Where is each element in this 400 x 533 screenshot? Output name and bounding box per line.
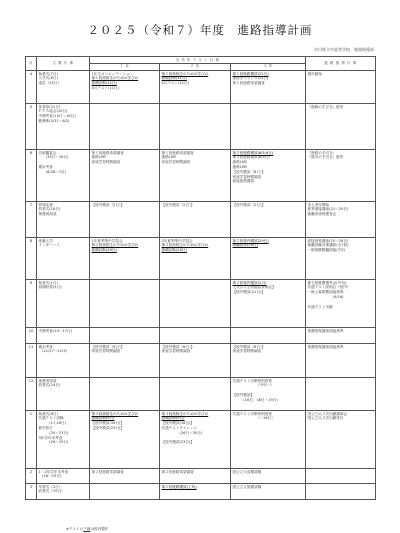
grade3-cell-line: 家庭学習時間調査	[232, 349, 262, 354]
guidance-cell-line: 一般公募推薦面接指導	[307, 290, 344, 295]
month-row	[26, 377, 376, 410]
header-month: 月	[26, 57, 37, 71]
guidance-cell	[306, 201, 376, 237]
grade3-cell-line: 家庭学習時間調査	[232, 174, 262, 179]
header-guidance: 進 路 指 導 行 事	[306, 57, 376, 71]
month-row	[26, 149, 376, 201]
school-event-cell-line: 勤務休(5/31～6/2)	[38, 118, 70, 123]
grade1-cell-line: 【校外模試（6日）】	[91, 344, 125, 349]
school-event-cell-line: 期末考査	[38, 164, 53, 169]
grade2-cell-line: 家庭学習時間調査	[161, 160, 191, 165]
school-event-cell	[37, 483, 90, 499]
plan-body	[26, 70, 376, 499]
grade1-cell-line: 基礎診断(29日)	[91, 248, 117, 253]
guidance-plan-table	[25, 56, 376, 500]
grade2-cell	[160, 343, 231, 377]
guidance-cell-line: 国公立大２次出願講演会	[307, 411, 348, 416]
grade2-cell-line: 共通テストチャレンジ	[161, 425, 198, 430]
school-name: 市川県立市高等学校 進路指導部	[314, 47, 374, 52]
grade2-cell-line: 【校外模試（2日）】	[161, 202, 195, 207]
grade1-cell	[90, 237, 160, 279]
school-event-cell-line: (26～29日)	[38, 440, 69, 445]
grade2-cell-line: 家庭学習時間調査	[161, 349, 191, 354]
grade3-cell	[231, 377, 306, 410]
grade3-cell-line: 第１回進路模試(22日)	[232, 71, 269, 76]
header-grade-2: ２ 年	[160, 63, 231, 70]
grade3-cell-line: 進路ガイダンス(22日)	[232, 76, 269, 81]
grade1-cell-line: 家庭学習時間調査	[91, 349, 121, 354]
guidance-cell-line: 共通テスト出願	[307, 304, 333, 309]
guidance-cell-line: 求人受付開始	[307, 202, 330, 207]
month-cell: 2	[26, 468, 37, 483]
month-row	[26, 237, 376, 279]
grade2-cell	[160, 279, 231, 327]
grade3-cell	[231, 237, 306, 279]
guidance-cell-line: 就職希望保護者会	[307, 212, 337, 217]
grade2-cell-line: 第１回進路模試(上旬)	[161, 484, 197, 489]
guidance-cell	[306, 149, 376, 201]
grade3-cell-line: 進路LHR	[232, 164, 247, 169]
grade2-cell	[160, 483, 231, 499]
school-event-cell-line: 3年学年末考査	[38, 435, 63, 440]
school-event-cell-line: 始業式(7日)	[38, 71, 58, 76]
guidance-cell	[306, 377, 376, 410]
grade1-cell-line: 基礎診断(11日)	[91, 81, 117, 86]
grade2-cell	[160, 468, 231, 483]
school-event-cell	[37, 103, 90, 149]
grade2-cell-line: 4月テスト(11日)	[161, 81, 189, 86]
grade3-cell	[231, 279, 306, 327]
grade2-cell	[160, 237, 231, 279]
school-event-cell	[37, 149, 90, 201]
school-event-cell-line: 保護者面談	[38, 212, 57, 217]
grade2-cell-line: (26日～30日)	[161, 430, 203, 435]
grade1-cell	[90, 149, 160, 201]
grade2-cell-line: 【校外模試(23日)】	[161, 440, 195, 445]
month-row	[26, 483, 376, 499]
header-grade-1: １ 年	[90, 63, 160, 70]
guidance-cell	[306, 70, 376, 103]
grade3-cell	[231, 327, 306, 343]
grade3-cell-line: 国公立大後期試験	[232, 484, 262, 489]
guidance-cell-line: 『進学の手引き』配布	[307, 155, 344, 160]
school-event-cell-line: 遠足（25日）	[38, 81, 62, 86]
grade1-cell	[90, 343, 160, 377]
grade3-cell-line: （中旬～）	[232, 383, 274, 388]
grade1-cell-line: 【校外模試(16日)】	[91, 421, 125, 426]
grade3-cell-line: （～16日）	[232, 416, 275, 421]
grade1-cell	[90, 327, 160, 343]
guidance-cell	[306, 483, 376, 499]
school-event-cell-line: ＰＴＡ総会(10日)	[38, 109, 68, 114]
school-event-cell-line: 終業式(18日)	[38, 207, 61, 212]
grade2-cell	[160, 377, 231, 410]
grade3-cell-line: 第３回進路模試(6/5日)	[232, 155, 270, 160]
grade3-cell	[231, 343, 306, 377]
school-event-cell-line: 卒業式（2日）	[38, 484, 63, 489]
grade1-cell-line: 4月テスト(11日)	[91, 85, 119, 90]
footnote-post: は校内製作	[90, 527, 109, 531]
school-event-cell	[37, 377, 90, 410]
school-event-cell-line: 保護者面談	[38, 378, 57, 383]
grade1-cell	[90, 377, 160, 410]
grade2-cell-line: 第２回進路希望調査	[161, 469, 194, 474]
grade3-cell	[231, 483, 306, 499]
school-event-cell-line: 始業式(1日)	[38, 280, 58, 285]
grade3-cell	[231, 149, 306, 201]
school-event-cell-line: (6/28～7/2)	[38, 169, 66, 174]
grade1-cell	[90, 468, 160, 483]
grade3-cell	[231, 201, 306, 237]
grade1-cell-line: 第２回進路希望調査	[91, 469, 124, 474]
grade2-cell-line: 第１回高校生のための学びの	[161, 71, 209, 76]
month-cell: 4	[26, 70, 37, 103]
school-event-cell	[37, 327, 90, 343]
grade2-cell-line: 進路LHR	[161, 155, 176, 160]
grade3-cell-line: 国公立大前期試験	[232, 469, 262, 474]
grade2-cell-line: 【校外模試（6日）】	[161, 344, 195, 349]
grade3-cell-line: (16日、18日～19日)	[232, 397, 278, 402]
grade3-cell-line: 第２回校内模試(2日)	[232, 280, 267, 285]
grade2-cell	[160, 327, 231, 343]
school-event-cell-line: 芸術鑑賞会	[38, 150, 57, 155]
guidance-cell	[306, 237, 376, 279]
school-event-cell-line: (18～25日)	[38, 474, 62, 479]
grade2-cell	[160, 103, 231, 149]
guidance-cell-line: 一般推薦模擬面接(7回)	[307, 248, 345, 253]
guidance-cell-line: 面接指導講座(25～28日)	[307, 238, 349, 243]
guidance-cell	[306, 327, 376, 343]
grade3-cell-line: 【校外模試】	[232, 392, 255, 397]
school-event-cell-line: (17,18日)	[38, 421, 66, 426]
grade1-cell-line: 第１回高校生のための学びの	[91, 76, 139, 81]
guidance-cell-line: 『進路の手引き』	[307, 150, 337, 155]
grade1-cell-line: 第１回進路希望調査	[91, 150, 124, 155]
school-event-cell-line: 中間考査(13日～16日)	[38, 114, 76, 119]
grade2-cell	[160, 70, 231, 103]
school-event-cell-line: (19日～16日)	[38, 155, 69, 160]
grade2-cell-line: 第２回高校生のための学びの	[161, 243, 209, 248]
grade3-cell-line: 第１回進路希望調査	[232, 81, 265, 86]
grade2-cell-line: 2年夏季集中学習会	[161, 238, 193, 243]
month-cell: 12	[26, 377, 37, 410]
guidance-cell	[306, 468, 376, 483]
school-event-cell-line: 前期終業(5日)	[38, 285, 62, 290]
grade3-cell-line: 進路LHR	[232, 160, 247, 165]
guidance-cell-line: 就職試験対策講座(全7回)	[307, 243, 349, 248]
grade2-cell-line: 【校外模試(16日)】	[161, 421, 195, 426]
grade2-cell	[160, 410, 231, 468]
grade1-cell	[90, 70, 160, 103]
header-grade-3: ３ 年	[231, 63, 306, 70]
footnote-underline-word: 下線	[83, 527, 91, 531]
grade3-cell-line: 【校外模試（2日）】	[232, 202, 266, 207]
grade2-cell-line: 第１回進路希望調査	[161, 150, 194, 155]
guidance-cell-line: 都立校推薦選考会(中旬)	[307, 280, 347, 285]
grade3-cell-line: 就職指導(29日)	[232, 243, 258, 248]
grade1-cell	[90, 279, 160, 327]
grade1-cell-line: 【校外模試(23日)】	[91, 425, 125, 430]
school-event-cell-line: インターハイ	[38, 243, 60, 248]
month-row	[26, 343, 376, 377]
school-event-cell-line: 1・2年学年末考査	[38, 469, 69, 474]
grade2-cell	[160, 201, 231, 237]
school-event-cell-line: 共通テスト試験	[38, 416, 64, 421]
grade3-cell-line: 【校外模試（6日）】	[232, 169, 266, 174]
month-cell: 6	[26, 149, 37, 201]
guidance-cell	[306, 103, 376, 149]
grade1-cell-line: 第３回高校生のための学びの	[91, 411, 139, 416]
school-event-cell-line: 野球応援	[38, 202, 53, 207]
grade3-cell-line: 面接指導講習	[232, 179, 255, 184]
guidance-cell-line: 推薦指導講座面接指導	[307, 328, 344, 333]
month-row	[26, 70, 376, 103]
month-cell: 1	[26, 410, 37, 468]
grade1-cell-line: 家庭学習時間調査	[91, 160, 121, 165]
guidance-cell-line: 『進路の手びき』配布	[307, 104, 344, 109]
guidance-cell-line: (9/16)	[307, 294, 344, 299]
month-cell: 7	[26, 201, 37, 237]
grade3-cell-line: 第２回進路模試(6/5,6日)	[232, 150, 274, 155]
month-cell: 10	[26, 327, 37, 343]
school-event-cell-line: 終業式(24日)	[38, 383, 61, 388]
grade3-cell-line: 共通テスト対策特別授業	[232, 378, 272, 383]
page-title: ２０２５（令和７）年度 進路指導計画	[87, 23, 313, 37]
footnote	[66, 527, 108, 532]
grade1-cell	[90, 483, 160, 499]
guidance-cell	[306, 410, 376, 468]
guidance-cell	[306, 279, 376, 327]
grade1-cell-line: 1年夏季集中学習会	[91, 238, 123, 243]
month-row	[26, 279, 376, 327]
grade3-cell	[231, 468, 306, 483]
school-event-cell	[37, 201, 90, 237]
grade1-cell	[90, 410, 160, 468]
school-event-cell-line: 期末考査	[38, 344, 53, 349]
school-event-cell-line: 終業式（19日）	[38, 489, 65, 494]
grade1-cell-line: 【校外模試（2日）】	[91, 202, 125, 207]
grade3-cell-line: 【校外模試(11日)】	[232, 290, 266, 295]
grade2-cell-line: 基礎診断(11日)	[161, 76, 187, 81]
grade3-cell-line: 【校外模試（6日）】	[232, 344, 266, 349]
header-test-group: 全 学 年 テ ス ト 行 事	[90, 57, 306, 64]
school-event-cell	[37, 279, 90, 327]
school-event-cell-line: 中間考査(14～17日)	[38, 328, 73, 333]
grade3-cell-line: 共通テスト対策特別授業	[232, 411, 272, 416]
grade1-cell-line: 1年生オリエンテーション	[91, 71, 134, 76]
month-cell: 3	[26, 483, 37, 499]
grade3-cell-line: 第２回校内模試(29日)	[232, 238, 269, 243]
guidance-cell-line: 共通テスト説明会（校内）	[307, 285, 351, 290]
guidance-cell	[306, 343, 376, 377]
school-event-cell-line: 始業式(8日)	[38, 411, 58, 416]
school-event-cell	[37, 343, 90, 377]
header-school-event: 主 要 行 事	[37, 57, 90, 71]
grade3-cell	[231, 70, 306, 103]
grade2-cell-line: 基礎診断(29日)	[161, 248, 187, 253]
school-event-cell	[37, 70, 90, 103]
month-row	[26, 327, 376, 343]
grade3-cell	[231, 103, 306, 149]
month-row	[26, 103, 376, 149]
footnote-pre: ※テストの	[66, 527, 84, 531]
school-event-cell-line: 体験入学	[38, 238, 53, 243]
grade2-cell	[160, 149, 231, 201]
school-event-cell-line: 入学式(8日)	[38, 76, 58, 81]
grade1-cell-line: 基礎診断(9日)	[91, 416, 115, 421]
guidance-cell-line: 週年動始	[307, 71, 322, 76]
school-event-cell-line: (20～23日)	[38, 430, 69, 435]
month-cell: 5	[26, 103, 37, 149]
school-event-cell-line: 修学旅行	[38, 425, 53, 430]
grade2-cell-line: 基礎診断(9日)	[161, 416, 185, 421]
guidance-cell-line: 国公立大２次出願受付	[307, 416, 344, 421]
school-event-cell	[37, 237, 90, 279]
school-event-cell-line: (11/27～12/3)	[38, 349, 67, 354]
guidance-cell-line: 夏季面接講座(22～25日)	[307, 207, 349, 212]
month-cell: 8	[26, 237, 37, 279]
grade1-cell	[90, 103, 160, 149]
grade3-cell-line: 【大学入学者選抜説明会】	[232, 285, 276, 290]
grade3-cell	[231, 410, 306, 468]
month-row	[26, 201, 376, 237]
school-event-cell	[37, 410, 90, 468]
grade2-cell-line: 第３回高校生のための学びの	[161, 411, 209, 416]
grade1-cell-line: 進路LHR	[91, 155, 106, 160]
month-cell: 11	[26, 343, 37, 377]
grade1-cell	[90, 201, 160, 237]
grade1-cell-line: 第２回高校生のための学びの	[91, 243, 139, 248]
guidance-cell-line: 推薦指導講座面接指導	[307, 344, 344, 349]
month-row	[26, 468, 376, 483]
month-cell: 9	[26, 279, 37, 327]
month-row	[26, 410, 376, 468]
school-event-cell	[37, 468, 90, 483]
school-event-cell-line: 体育祭(22日)	[38, 104, 61, 109]
